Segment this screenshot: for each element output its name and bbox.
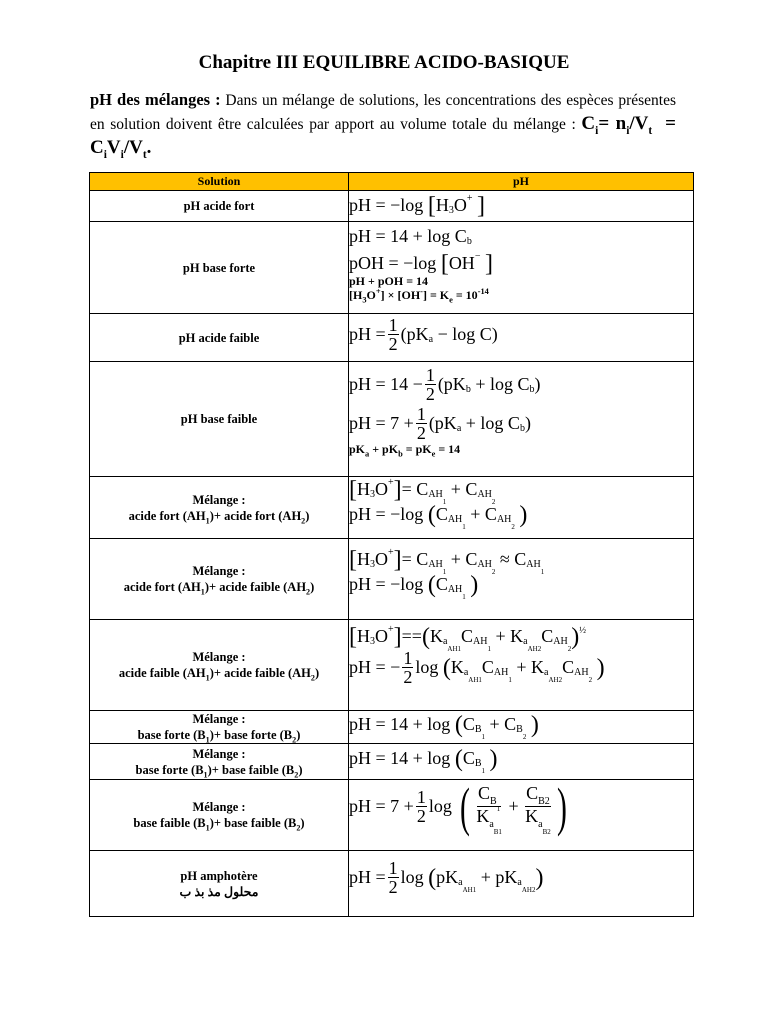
formula-ph-weak-base-2: pH = 7 + $\frac{1}{2}$ (pK a + log C b ) [349, 404, 531, 443]
formula-cell [349, 744, 694, 780]
table-row [90, 851, 694, 917]
solution-cell: Mélange : acide fort $(AH_1)+$ acide faible $(AH_2)$ [90, 539, 349, 620]
header-ph: pH [349, 173, 694, 191]
intro-paragraph [90, 88, 676, 160]
solution-cell: Mélange : acide faible $(AH_1)+$ acide faible $(AH_2)$ [90, 620, 349, 711]
intro-formula: $C_i= n_i/V_t = C_iV_i/V_t$. [90, 113, 676, 161]
note-pka-pkb: $pK_a + pK_b = pK_e = 14$ [349, 442, 461, 459]
formula-cell [349, 539, 694, 620]
table-row [90, 780, 694, 851]
formula-ph-mix-strong: pH = −log ( C $AH_1$ + C $AH_2$ ) [349, 501, 528, 531]
formula-cell [349, 191, 694, 222]
table-row [90, 711, 694, 744]
formula-cell [349, 362, 694, 477]
intro-lead: pH des mélanges : [90, 90, 221, 109]
solution-cell: pH acide faible [90, 314, 349, 362]
formula-ph-mix-weak-bases: pH = 7 + $\frac{1}{2}$ log ( $\frac{C_{B_1}}{K_{a_{B1}}}$ + $\frac{C_{B2}}{K_{a_{B2}}}$ ) [349, 776, 567, 837]
formula-ph-strong-acid: pH = −log [ H 3 O + ] [349, 192, 485, 219]
formula-cell [349, 620, 694, 711]
table-row [90, 744, 694, 780]
formula-ph-amphoteric: pH = $\frac{1}{2}$ log ( pK $a_{AH1}$ + pK $a_{AH2}$ ) [349, 858, 544, 897]
note-ph-poh: pH + pOH = 14 [349, 274, 429, 288]
formula-cell [349, 314, 694, 362]
note-ke: $[H_3O^+] \times [OH^-] = K_e = 10^{-14}$ [349, 287, 489, 305]
table-row [90, 477, 694, 539]
intro-text: Dans un mélange de solutions, les concentrations des espèces présentes en solution doivent être calculées par apport au volume totale du mélange : [90, 92, 677, 133]
page-title: Chapitre III EQUILIBRE ACIDO-BASIQUE [198, 52, 570, 73]
formula-poh: pOH = −log [ OH − ] [349, 250, 493, 277]
table-row [90, 191, 694, 222]
formula-ph-weak-base-1: pH = 14 − $\frac{1}{2}$ (pK b + log C b ) [349, 365, 541, 404]
formula-h3o-mix-weak: [ H 3 O + ] == ( K $a_{AH1}$ C $AH_1$ + K $a_{AH2}$ C $AH_2$ ) ½ [349, 623, 586, 653]
formula-h3o-mix-strong: [ H 3 O + ] = C $AH_1$ + C $AH_2$ [349, 476, 496, 506]
solution-cell: pH amphotère محلول مذ بذ ب [90, 851, 349, 917]
formula-ph-mix-weak: pH = − $\frac{1}{2}$ log ( K $a_{AH1}$ C $AH_1$ + K $a_{AH2}$ C $AH_2$ ) [349, 648, 605, 687]
formula-ph-mix-strong-weak: pH = −log ( C $AH_1$ ) [349, 571, 479, 601]
formula-cell [349, 477, 694, 539]
table-row [90, 222, 694, 314]
solution-cell: pH base faible [90, 362, 349, 477]
formula-cell [349, 711, 694, 744]
header-solution: Solution [90, 173, 349, 191]
table-row [90, 314, 694, 362]
table-row [90, 620, 694, 711]
formula-cell [349, 776, 694, 851]
formula-ph-weak-acid: pH = $\frac{1}{2}$ (pK a − log C) [349, 315, 498, 354]
formula-ph-mix-strong-bases: pH = 14 + log ( C $B_1$ + C $B_2$ ) [349, 711, 539, 741]
solution-cell: Mélange : base forte $(B_1)+$ base forte $(B_2)$ [90, 711, 349, 744]
formula-ph-strong-base: pH = 14 + log C b [349, 226, 472, 247]
formula-cell [349, 851, 694, 917]
arabic-label: محلول مذ بذ ب [179, 884, 259, 899]
solution-cell: pH acide fort [90, 191, 349, 222]
solution-cell: Mélange : base forte $(B_1)+$ base faible $(B_2)$ [90, 744, 349, 780]
formula-h3o-mix-strong-weak: [ H 3 O + ] = C $AH_1$ + C $AH_2$ ≈ C $AH_1$ [349, 546, 545, 576]
solution-cell: Mélange : base faible $(B_1)+$ base faible $(B_2)$ [90, 780, 349, 851]
table-row [90, 539, 694, 620]
formula-cell [349, 222, 694, 314]
ph-formula-table [89, 172, 694, 917]
formula-ph-mix-strong-weak-base: pH = 14 + log ( C $B_1$ ) [349, 745, 498, 775]
solution-cell: pH base forte [90, 222, 349, 314]
solution-cell: Mélange : acide fort $(AH_1)+$ acide fort $(AH_2)$ [90, 477, 349, 539]
table-header-row [90, 173, 694, 191]
table-row [90, 362, 694, 477]
